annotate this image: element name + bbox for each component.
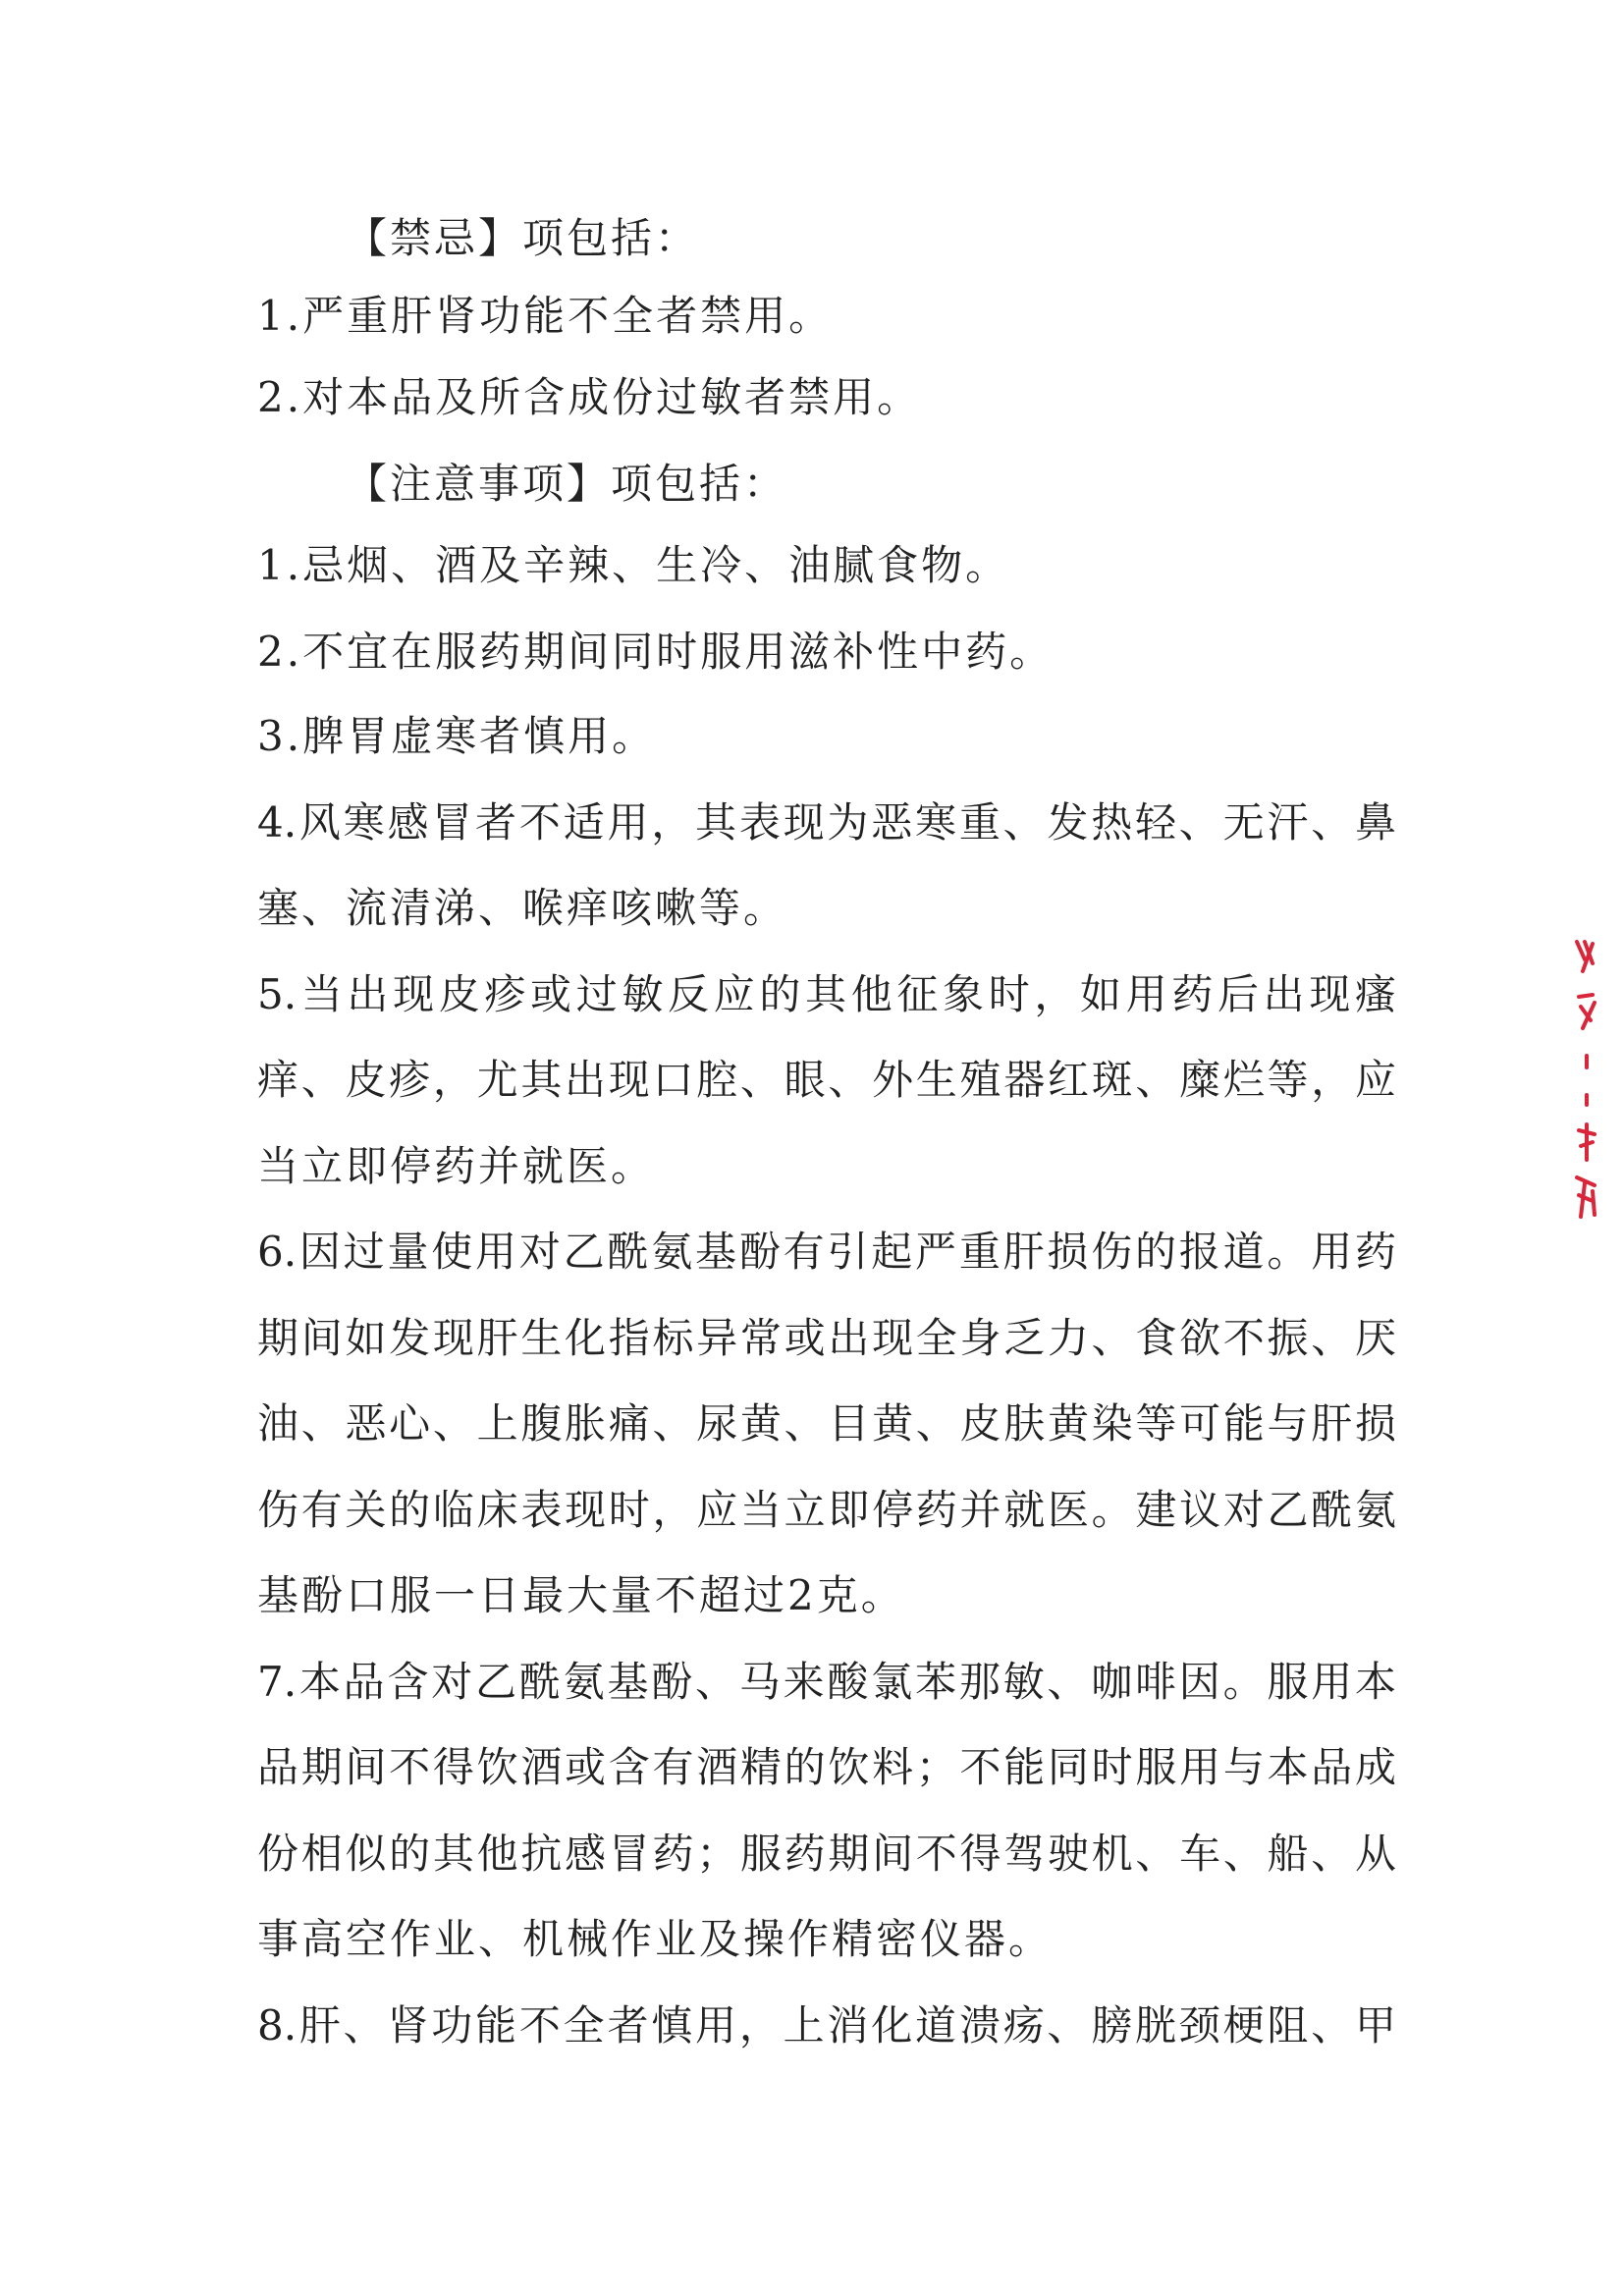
text-line: 3.脾胃虚寒者慎用。 <box>257 712 657 760</box>
text-line: 份相似的其他抗感冒药；服药期间不得驾驶机、车、船、从 <box>257 1830 1396 1878</box>
text-line: 油、恶心、上腹胀痛、尿黄、目黄、皮肤黄染等可能与肝损 <box>257 1399 1396 1448</box>
text-line: 事高空作业、机械作业及操作精密仪器。 <box>257 1915 1054 1963</box>
text-line: 4.风寒感冒者不适用，其表现为恶寒重、发热轻、无汗、鼻 <box>257 798 1396 847</box>
text-line: 基酚口服一日最大量不超过2克。 <box>257 1571 905 1619</box>
text-line: 7.本品含对乙酰氨基酚、马来酸氯苯那敏、咖啡因。服用本 <box>257 1658 1396 1706</box>
section-heading-precautions: 【注意事项】项包括： <box>346 460 788 508</box>
text-line: 2.对本品及所含成份过敏者禁用。 <box>257 373 922 421</box>
seal-fragment-icon <box>1571 938 1600 1223</box>
text-line: 伤有关的临床表现时，应当立即停药并就医。建议对乙酰氨 <box>257 1486 1396 1534</box>
text-line: 2.不宜在服药期间同时服用滋补性中药。 <box>257 628 1055 676</box>
text-line: 塞、流清涕、喉痒咳嗽等。 <box>257 884 788 932</box>
text-line: 6.因过量使用对乙酰氨基酚有引起严重肝损伤的报道。用药 <box>257 1228 1396 1276</box>
text-line: 品期间不得饮酒或含有酒精的饮料；不能同时服用与本品成 <box>257 1743 1396 1791</box>
text-line: 1.忌烟、酒及辛辣、生冷、油腻食物。 <box>257 541 1010 589</box>
text-line: 8.肝、肾功能不全者慎用，上消化道溃疡、膀胱颈梗阻、甲 <box>257 2001 1396 2050</box>
text-line: 当立即停药并就医。 <box>257 1142 656 1190</box>
section-heading-contraindications: 【禁忌】项包括： <box>346 214 700 262</box>
text-line: 1.严重肝肾功能不全者禁用。 <box>257 292 834 340</box>
text-line: 痒、皮疹，尤其出现口腔、眼、外生殖器红斑、糜烂等，应 <box>257 1056 1396 1104</box>
text-line: 期间如发现肝生化指标异常或出现全身乏力、食欲不振、厌 <box>257 1314 1396 1362</box>
text-line: 5.当出现皮疹或过敏反应的其他征象时，如用药后出现瘙 <box>257 970 1396 1018</box>
